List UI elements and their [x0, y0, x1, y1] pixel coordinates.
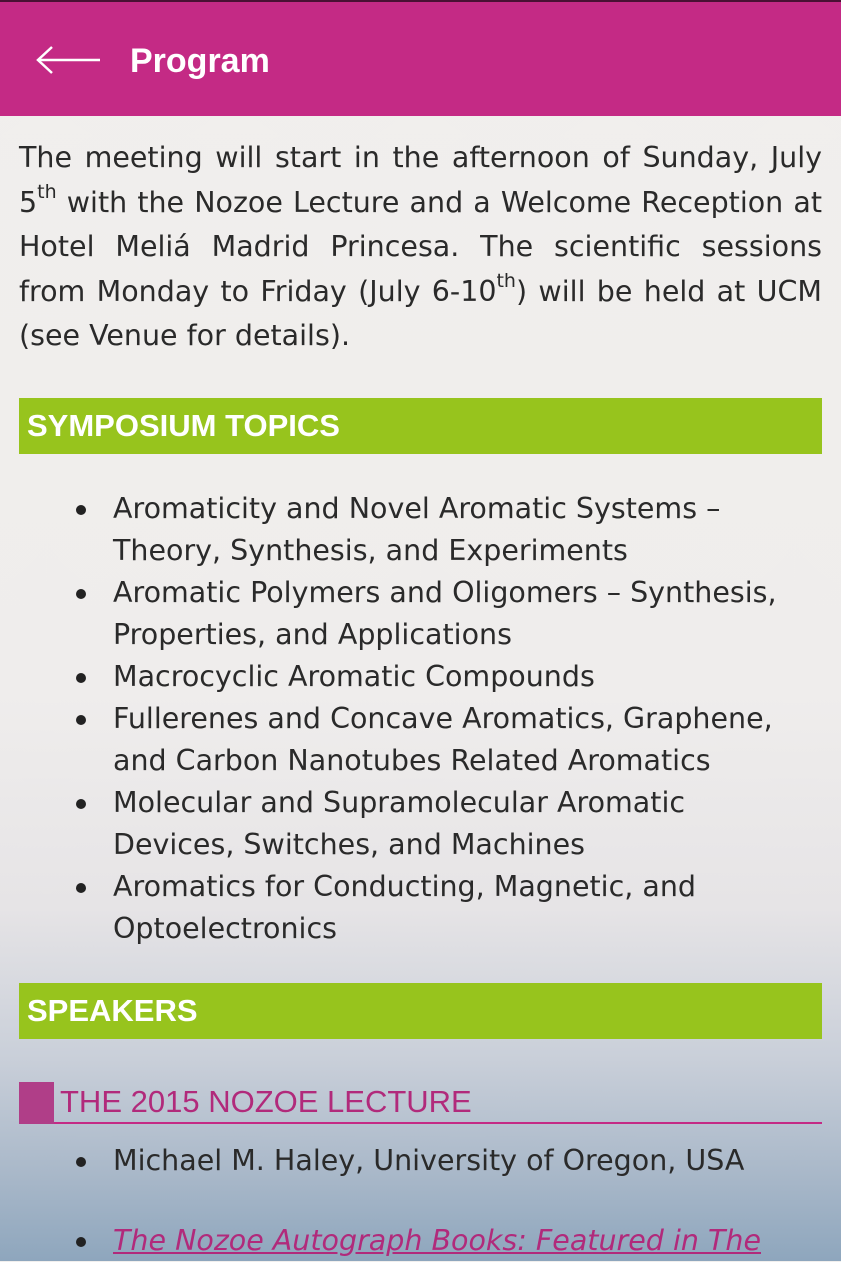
app-bar: [0, 0, 841, 116]
nozoe-lecture-heading: [19, 1082, 822, 1124]
intro-text-3: ) will be held at UCM (see Venue for details).: [19, 274, 822, 352]
bullet-icon: [76, 715, 86, 725]
list-item[interactable]: [19, 1220, 822, 1262]
list-item: Aromaticity and Novel Aromatic Systems – Theory, Synthesis, and Experiments: [19, 488, 822, 572]
list-item: [19, 1140, 822, 1182]
speaker-name: Michael M. Haley, University of Oregon, USA: [113, 1143, 745, 1177]
talk-link[interactable]: The Nozoe Autograph Books: Featured in The: [113, 1223, 761, 1257]
intro-text-1: The meeting will start in the afternoon of Sunday, July 5: [19, 141, 822, 219]
list-item: Aromatics for Conducting, Magnetic, and Optoelectronics: [19, 866, 822, 950]
intro-paragraph: [19, 136, 822, 359]
list-item: Aromatic Polymers and Oligomers – Synthesis, Properties, and Applications: [19, 572, 822, 656]
nozoe-lecture-title: THE 2015 NOZOE LECTURE: [60, 1083, 472, 1119]
intro-sup-2: th: [496, 270, 516, 292]
bullet-icon: [76, 505, 86, 515]
list-item: Macrocyclic Aromatic Compounds: [19, 656, 822, 698]
back-button[interactable]: [30, 40, 106, 80]
list-item: Fullerenes and Concave Aromatics, Graphene, and Carbon Nanotubes Related Aromatics: [19, 698, 822, 782]
intro-sup-1: th: [37, 181, 57, 203]
bullet-icon: [76, 673, 86, 683]
bullet-icon: [76, 589, 86, 599]
symposium-topics-heading: SYMPOSIUM TOPICS: [19, 398, 822, 454]
page-title: Program: [130, 42, 270, 80]
speakers-list: [19, 1140, 822, 1262]
list-item: Molecular and Supramolecular Aromatic Devices, Switches, and Machines: [19, 782, 822, 866]
section-marker: [19, 1082, 54, 1124]
program-content: [19, 136, 822, 1262]
speakers-heading: SPEAKERS: [19, 983, 822, 1039]
bullet-icon: [76, 883, 86, 893]
arrow-left-icon: [30, 40, 106, 80]
bullet-icon: [76, 799, 86, 809]
intro-text-2: with the Nozoe Lecture and a Welcome Reception at Hotel Meliá Madrid Princesa. The scientific sessions from Monday to Friday (July 6-10: [19, 185, 822, 308]
topics-list: [19, 488, 822, 950]
bullet-icon: [76, 1157, 86, 1167]
bullet-icon: [76, 1237, 86, 1247]
